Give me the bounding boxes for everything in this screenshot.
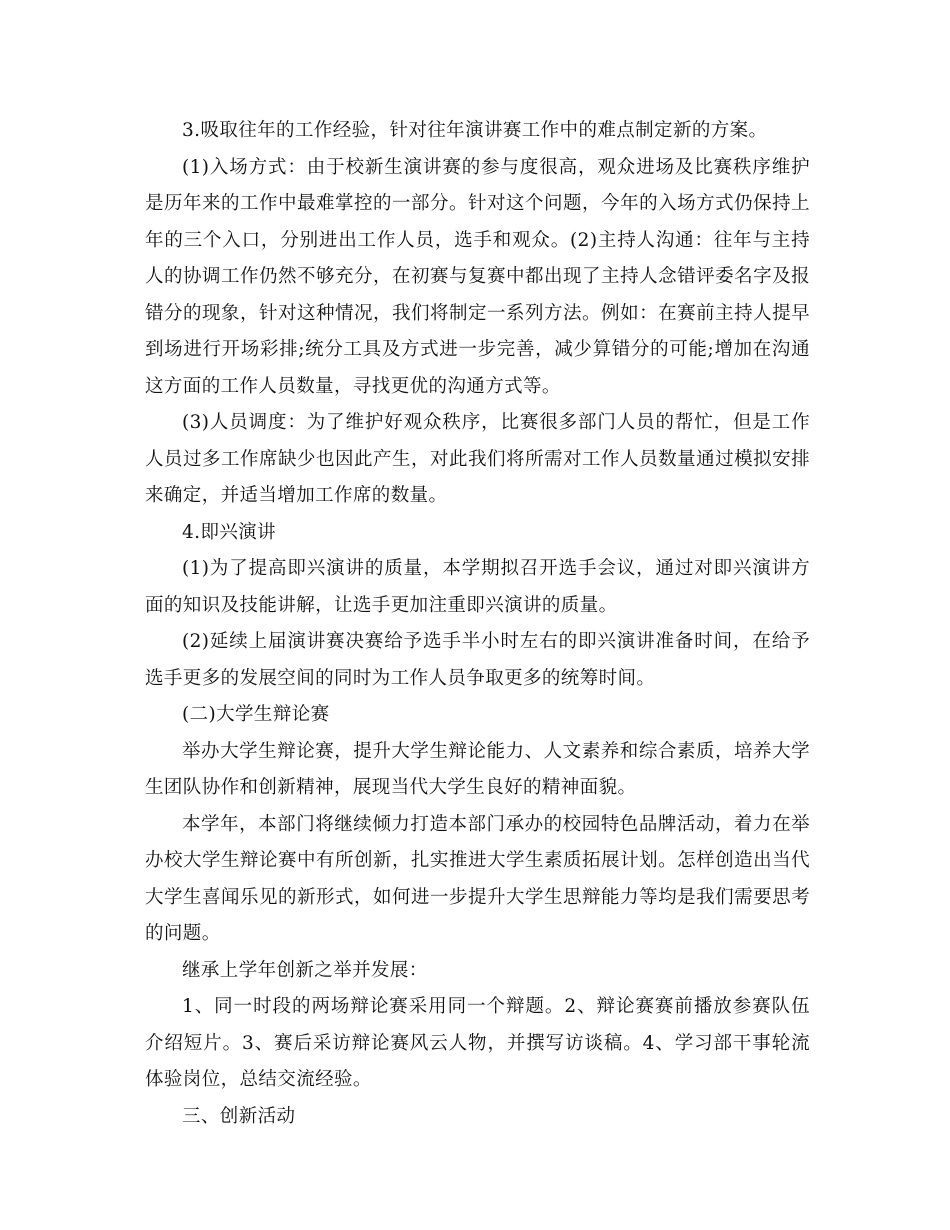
paragraph-impromptu-prep-time: (2)延续上届演讲赛决赛给予选手半小时左右的即兴演讲准备时间，在给予选手更多的发展空间的同时为工作人员争取更多的统筹时间。 bbox=[145, 631, 810, 689]
paragraph-entry-and-host: (1)入场方式：由于校新生演讲赛的参与度很高，观众进场及比赛秩序维护是历年来的工作中最难掌控的一部分。针对这个问题，今年的入场方式仍保持上年的三个入口，分别进出工作人员，选手和观众。(2)主持人沟通：往年与主持人的协调工作仍然不够充分，在初赛与复赛中都出现了主持人念错评委名字及报错分的现象，针对这种情况，我们将制定一系列方法。例如：在赛前主持人提早到场进行开场彩排;统分工具及方式进一步完善，减少算错分的可能;增加在沟通这方面的工作人员数量，寻找更优的沟通方式等。 bbox=[145, 156, 810, 397]
paragraph-continue-innovation: 继承上学年创新之举并发展： bbox=[182, 959, 428, 981]
paragraph-impromptu-quality: (1)为了提高即兴演讲的质量，本学期拟召开选手会议，通过对即兴演讲方面的知识及技能讲解，让选手更加注重即兴演讲的质量。 bbox=[145, 558, 810, 616]
heading-impromptu-speech: 4.即兴演讲 bbox=[182, 521, 277, 543]
paragraph-debate-innovation: 本学年，本部门将继续倾力打造本部门承办的校园特色品牌活动，着力在举办校大学生辩论赛中有所创新，扎实推进大学生素质拓展计划。怎样创造出当代大学生喜闻乐见的新形式，如何进一步提升大学生思辩能力等均是我们需要思考的问题。 bbox=[145, 813, 810, 944]
paragraph-debate-items: 1、同一时段的两场辩论赛采用同一个辩题。2、辩论赛赛前播放参赛队伍介绍短片。3、赛后采访辩论赛风云人物，并撰写访谈稿。4、学习部干事轮流体验岗位，总结交流经验。 bbox=[145, 996, 810, 1090]
heading-debate-competition: (二)大学生辩论赛 bbox=[182, 704, 330, 725]
heading-innovation-activities: 三、创新活动 bbox=[182, 1105, 296, 1127]
paragraph-experience-plan: 3.吸取往年的工作经验，针对往年演讲赛工作中的难点制定新的方案。 bbox=[182, 120, 768, 141]
paragraph-debate-purpose: 举办大学生辩论赛，提升大学生辩论能力、人文素养和综合素质，培养大学生团队协作和创新精神，展现当代大学生良好的精神面貌。 bbox=[145, 740, 810, 798]
paragraph-staff-scheduling: (3)人员调度：为了维护好观众秩序，比赛很多部门人员的帮忙，但是工作人员过多工作席缺少也因此产生，对此我们将所需对工作人员数量通过模拟安排来确定，并适当增加工作席的数量。 bbox=[145, 412, 810, 506]
document-body bbox=[145, 113, 810, 1135]
